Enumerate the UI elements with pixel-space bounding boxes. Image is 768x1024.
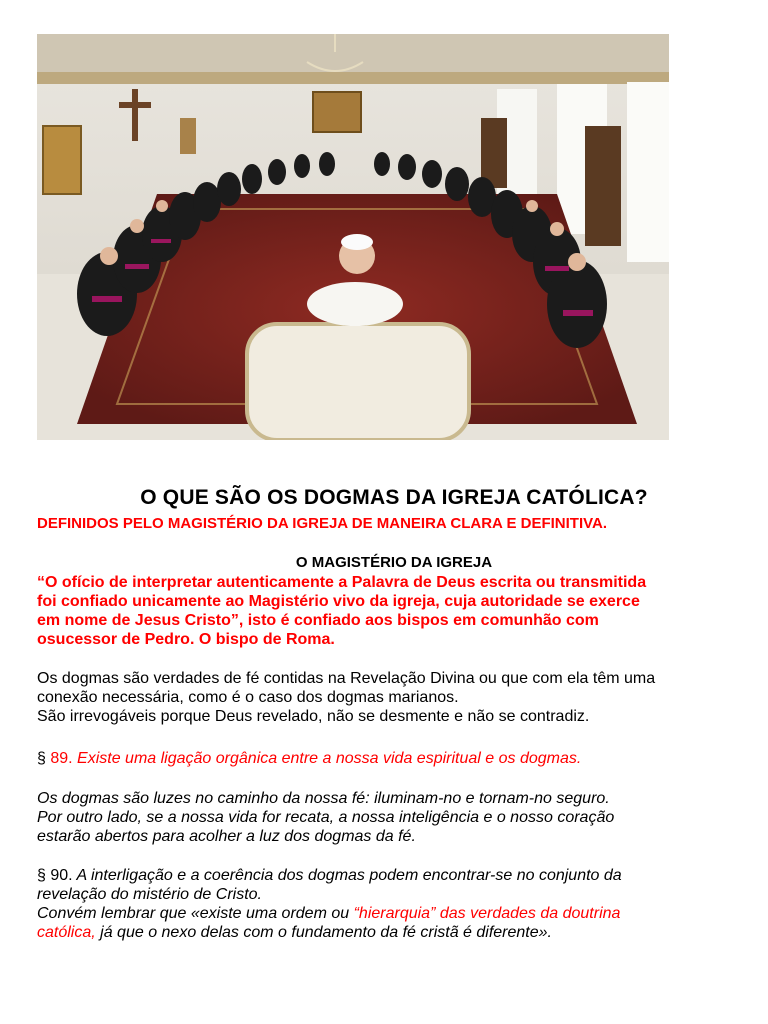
paragraph-line: Por outro lado, se a nossa vida for recata, a nossa inteligência e o nosso coração <box>37 809 615 826</box>
paragraph-line <box>37 866 737 885</box>
paragraph-line <box>37 904 737 923</box>
paragraph-line: Os dogmas são luzes no caminho da nossa fé: iluminam-no e tornam-no seguro. <box>37 790 610 807</box>
section-symbol: § <box>37 750 51 767</box>
paragraph-text: A interligação e a coerência dos dogmas podem encontrar-se no conjunto da <box>72 867 622 884</box>
paragraph-line <box>37 749 737 768</box>
header-photo <box>37 34 669 440</box>
paragraph-89 <box>37 749 737 768</box>
dogma-definition-paragraph <box>37 669 737 726</box>
highlighted-text: católica, <box>37 924 96 941</box>
highlighted-text: “hierarquia” das verdades da doutrina <box>353 905 621 922</box>
paragraph-line <box>37 923 737 942</box>
paragraph-text: Convém lembrar que «existe uma ordem ou <box>37 905 354 922</box>
paragraph-line: revelação do mistério de Cristo. <box>37 886 262 903</box>
quote-line: osucessor de Pedro. O bispo de Roma. <box>37 631 335 648</box>
paragraph-line: Os dogmas são verdades de fé contidas na Revelação Divina ou que com ela têm uma <box>37 670 656 687</box>
paragraph-number: § 90. <box>37 867 73 884</box>
dogmas-lights-paragraph <box>37 789 737 846</box>
paragraph-text: já que o nexo delas com o fundamento da fé cristã é diferente». <box>95 924 552 941</box>
quote-line: em nome de Jesus Cristo”, isto é confiado aos bispos em comunhão com <box>37 612 599 629</box>
paragraph-text: Existe uma ligação orgânica entre a nossa vida espiritual e os dogmas. <box>72 750 582 767</box>
paragraph-line: conexão necessária, como é o caso dos dogmas marianos. <box>37 689 459 706</box>
paragraph-number: 89. <box>50 750 73 767</box>
section-heading: O MAGISTÉRIO DA IGREJA <box>295 554 493 571</box>
subtitle: DEFINIDOS PELO MAGISTÉRIO DA IGREJA DE MANEIRA CLARA E DEFINITIVA. <box>37 515 608 532</box>
quote-line: “O ofício de interpretar autenticamente a Palavra de Deus escrita ou transmitida <box>37 574 647 591</box>
paragraph-line: estarão abertos para acolher a luz dos dogmas da fé. <box>37 828 416 845</box>
paragraph-90 <box>37 866 737 942</box>
quote-line: foi confiado unicamente ao Magistério vivo da igreja, cuja autoridade se exerce <box>37 593 640 610</box>
page-title: O QUE SÃO OS DOGMAS DA IGREJA CATÓLICA? <box>140 486 648 509</box>
magisterium-quote <box>37 573 737 649</box>
paragraph-line: São irrevogáveis porque Deus revelado, não se desmente e não se contradiz. <box>37 708 590 725</box>
